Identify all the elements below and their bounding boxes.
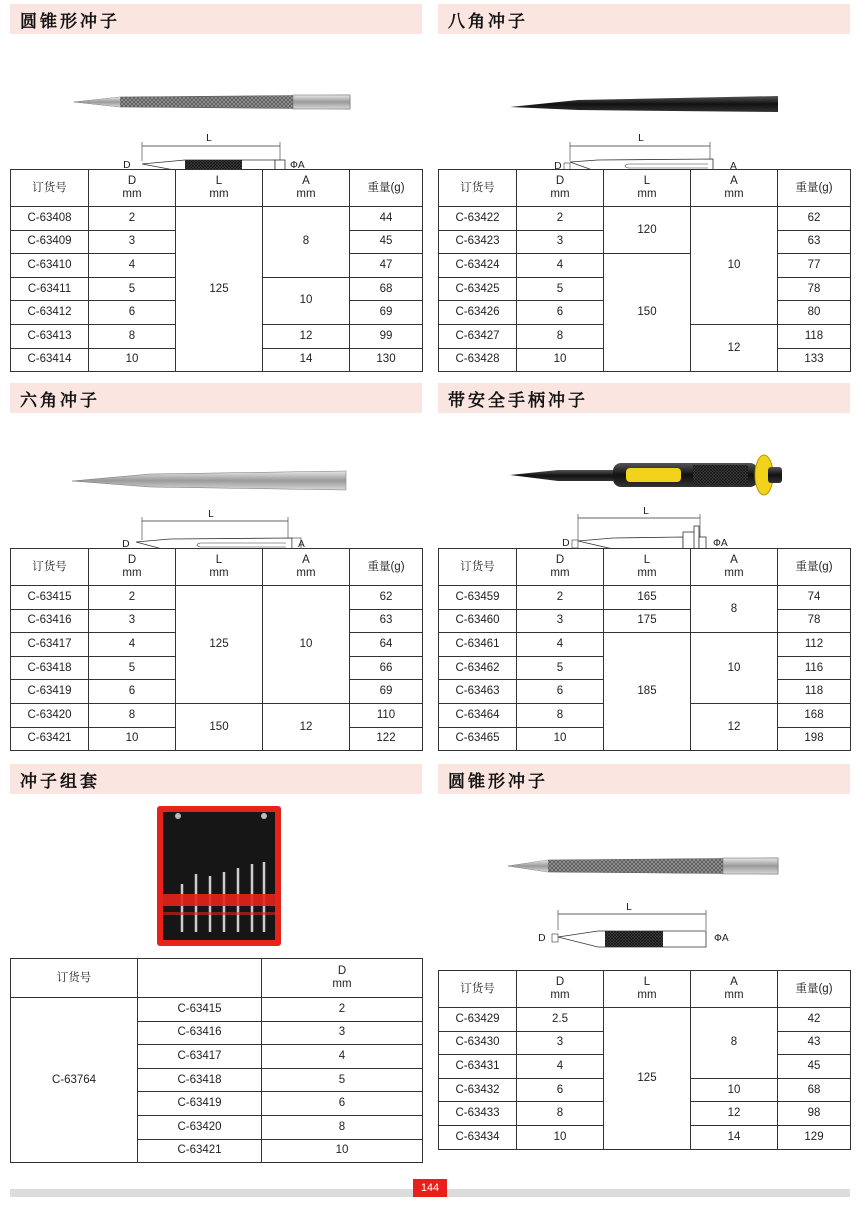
table-cell: 6: [517, 680, 604, 704]
header-weight: 重量(g): [350, 170, 423, 207]
header-order-no: 订货号: [439, 170, 517, 207]
dim-l-label: L: [208, 509, 214, 520]
table-cell: C-63432: [439, 1078, 517, 1102]
header-order-no: 订货号: [439, 971, 517, 1008]
punch-set-case-photo: [10, 794, 422, 958]
table-cell: 45: [350, 230, 423, 254]
table-cell: 5: [89, 277, 176, 301]
table-cell: C-63417: [138, 1045, 262, 1069]
panel-title: 圆锥形冲子: [10, 4, 422, 34]
table-cell: 14: [263, 348, 350, 372]
table-cell: C-63424: [439, 254, 517, 278]
octagonal-punch-photo: [438, 34, 850, 169]
header-d: D mm: [517, 549, 604, 586]
table-cell: 99: [350, 324, 423, 348]
table-cell: 10: [263, 277, 350, 324]
table-cell: C-63415: [11, 586, 89, 610]
table-cell: C-63431: [439, 1055, 517, 1079]
header-a: A mm: [691, 971, 778, 1008]
table-cell: 3: [517, 609, 604, 633]
table-cell: 10: [263, 586, 350, 704]
table-cell: 8: [691, 1008, 778, 1079]
table-cell: C-63430: [439, 1031, 517, 1055]
table-cell: 8: [517, 1102, 604, 1126]
table-cell: 5: [517, 277, 604, 301]
table-cell: 8: [263, 207, 350, 278]
header-l: L mm: [176, 170, 263, 207]
table-cell: 150: [604, 254, 691, 372]
table-cell: 80: [778, 301, 851, 325]
table-cell: C-63426: [439, 301, 517, 325]
dim-l-label: L: [626, 902, 632, 913]
table-cell: 44: [350, 207, 423, 231]
header-weight: 重量(g): [778, 170, 851, 207]
table-cell: 78: [778, 609, 851, 633]
table-cell: C-63416: [11, 609, 89, 633]
table-cell: C-63464: [439, 703, 517, 727]
table-cell: 3: [89, 230, 176, 254]
header-blank: [138, 959, 262, 998]
table-cell: 43: [778, 1031, 851, 1055]
table-cell: 62: [350, 586, 423, 610]
table-cell: 118: [778, 324, 851, 348]
table-cell: 69: [350, 301, 423, 325]
header-order-no: 订货号: [11, 549, 89, 586]
cone-punch-photo: [438, 794, 850, 970]
table-cell: C-63413: [11, 324, 89, 348]
header-weight: 重量(g): [778, 549, 851, 586]
header-order-no: 订货号: [439, 549, 517, 586]
header-a: A mm: [263, 170, 350, 207]
panel-hexagonal-punch: [10, 383, 422, 751]
dim-a-label: ΦA: [713, 538, 728, 549]
dim-d-label: D: [122, 539, 130, 550]
table-cell: 68: [350, 277, 423, 301]
table-cell: C-63460: [439, 609, 517, 633]
table-cell: 12: [263, 324, 350, 348]
table-cell: C-63410: [11, 254, 89, 278]
dim-a-label: A: [298, 539, 305, 550]
spec-table: [438, 970, 851, 1150]
table-row: [11, 703, 423, 727]
table-cell: 110: [350, 703, 423, 727]
header-d: D mm: [517, 971, 604, 1008]
table-cell: 5: [89, 656, 176, 680]
hexagonal-punch-photo: [10, 413, 422, 548]
table-cell: C-63462: [439, 656, 517, 680]
table-cell: 4: [517, 254, 604, 278]
table-cell: C-63416: [138, 1021, 262, 1045]
table-cell: 3: [517, 1031, 604, 1055]
table-cell: 14: [691, 1125, 778, 1149]
table-cell: C-63420: [138, 1115, 262, 1139]
table-row: [439, 207, 851, 231]
dim-l-label: L: [638, 133, 644, 144]
table-cell: 4: [517, 633, 604, 657]
panel-safety-handle-punch: [438, 383, 850, 751]
table-cell: C-63421: [138, 1139, 262, 1163]
table-cell: 8: [89, 324, 176, 348]
table-cell: 2: [89, 207, 176, 231]
header-d: D mm: [89, 549, 176, 586]
table-cell: C-63419: [138, 1092, 262, 1116]
table-cell: 10: [262, 1139, 423, 1163]
table-cell: 10: [517, 727, 604, 751]
table-cell: 4: [89, 633, 176, 657]
panel-title: 圆锥形冲子: [438, 764, 850, 794]
product-illustration: [438, 34, 850, 172]
set-code: C-63764: [11, 998, 138, 1163]
dim-a-label: A: [730, 161, 737, 172]
table-cell: 10: [517, 348, 604, 372]
dim-l-label: L: [643, 506, 649, 517]
table-cell: 3: [517, 230, 604, 254]
panel-title: 带安全手柄冲子: [438, 383, 850, 413]
header-l: L mm: [604, 549, 691, 586]
table-cell: 12: [691, 1102, 778, 1126]
table-cell: C-63461: [439, 633, 517, 657]
table-cell: C-63408: [11, 207, 89, 231]
table-row: [439, 609, 851, 633]
table-cell: 133: [778, 348, 851, 372]
table-cell: 185: [604, 633, 691, 751]
table-cell: 175: [604, 609, 691, 633]
table-cell: 63: [350, 609, 423, 633]
table-cell: 118: [778, 680, 851, 704]
table-cell: 165: [604, 586, 691, 610]
table-row: [11, 586, 423, 610]
table-cell: 150: [176, 703, 263, 750]
table-cell: 6: [89, 680, 176, 704]
header-order-no: 订货号: [11, 959, 138, 998]
panel-cone-punch-2: [438, 764, 850, 1150]
table-cell: 4: [262, 1045, 423, 1069]
table-cell: 62: [778, 207, 851, 231]
table-cell: 12: [691, 703, 778, 750]
table-cell: 6: [89, 301, 176, 325]
dim-d-label: D: [554, 161, 562, 172]
table-cell: 125: [604, 1008, 691, 1150]
table-cell: 120: [604, 207, 691, 254]
table-cell: 3: [89, 609, 176, 633]
table-cell: C-63418: [11, 656, 89, 680]
panel-octagonal-punch: [438, 4, 850, 372]
table-cell: C-63465: [439, 727, 517, 751]
table-cell: 8: [517, 703, 604, 727]
spec-table: [10, 548, 423, 751]
panel-title: 冲子组套: [10, 764, 422, 794]
table-cell: 69: [350, 680, 423, 704]
table-cell: 10: [691, 633, 778, 704]
table-row: [439, 254, 851, 278]
header-weight: 重量(g): [778, 971, 851, 1008]
table-cell: C-63434: [439, 1125, 517, 1149]
table-cell: 8: [691, 586, 778, 633]
dim-d-label: D: [562, 538, 570, 549]
table-cell: C-63422: [439, 207, 517, 231]
table-row: [439, 586, 851, 610]
table-cell: C-63411: [11, 277, 89, 301]
table-cell: 12: [691, 324, 778, 371]
table-cell: C-63414: [11, 348, 89, 372]
panel-title: 八角冲子: [438, 4, 850, 34]
cone-punch-photo: [10, 34, 422, 169]
table-row: [11, 998, 423, 1022]
table-cell: C-63423: [439, 230, 517, 254]
table-cell: 5: [517, 656, 604, 680]
table-cell: 122: [350, 727, 423, 751]
table-cell: C-63421: [11, 727, 89, 751]
table-cell: C-63428: [439, 348, 517, 372]
table-cell: 45: [778, 1055, 851, 1079]
table-cell: 10: [691, 1078, 778, 1102]
dim-d-label: D: [538, 933, 546, 944]
table-cell: 47: [350, 254, 423, 278]
table-cell: 12: [263, 703, 350, 750]
table-row: [439, 1008, 851, 1032]
table-cell: 98: [778, 1102, 851, 1126]
table-cell: 130: [350, 348, 423, 372]
panel-punch-set: [10, 764, 422, 1163]
table-cell: 125: [176, 207, 263, 372]
table-cell: C-63409: [11, 230, 89, 254]
spec-table: [10, 169, 423, 372]
table-cell: 2: [262, 998, 423, 1022]
table-cell: 4: [517, 1055, 604, 1079]
table-cell: C-63419: [11, 680, 89, 704]
table-cell: C-63412: [11, 301, 89, 325]
spec-table: [438, 548, 851, 751]
table-cell: 4: [89, 254, 176, 278]
header-a: A mm: [691, 170, 778, 207]
safety-handle-punch-photo: [438, 413, 850, 548]
table-cell: 77: [778, 254, 851, 278]
dim-l-label: L: [206, 133, 212, 144]
header-l: L mm: [604, 971, 691, 1008]
table-cell: 8: [89, 703, 176, 727]
table-cell: 78: [778, 277, 851, 301]
table-cell: 116: [778, 656, 851, 680]
table-cell: 63: [778, 230, 851, 254]
product-illustration: [438, 413, 850, 548]
table-cell: 42: [778, 1008, 851, 1032]
table-cell: C-63429: [439, 1008, 517, 1032]
table-cell: 5: [262, 1068, 423, 1092]
spec-table: [438, 169, 851, 372]
table-cell: 6: [517, 1078, 604, 1102]
product-illustration: [10, 34, 422, 169]
table-cell: 2: [517, 207, 604, 231]
table-cell: C-63417: [11, 633, 89, 657]
table-cell: 6: [262, 1092, 423, 1116]
table-cell: 68: [778, 1078, 851, 1102]
table-row: [439, 633, 851, 657]
table-cell: 2: [89, 586, 176, 610]
panel-title: 六角冲子: [10, 383, 422, 413]
table-cell: 129: [778, 1125, 851, 1149]
table-cell: 66: [350, 656, 423, 680]
table-cell: C-63433: [439, 1102, 517, 1126]
panel-cone-punch-1: [10, 4, 422, 372]
table-cell: 2: [517, 586, 604, 610]
product-illustration: [438, 794, 850, 970]
table-cell: 6: [517, 301, 604, 325]
table-cell: 3: [262, 1021, 423, 1045]
table-cell: C-63420: [11, 703, 89, 727]
table-cell: C-63418: [138, 1068, 262, 1092]
table-cell: 168: [778, 703, 851, 727]
header-d: D mm: [89, 170, 176, 207]
product-illustration: [10, 794, 422, 958]
header-d: D mm: [517, 170, 604, 207]
table-cell: 10: [89, 727, 176, 751]
header-order-no: 订货号: [11, 170, 89, 207]
table-row: [11, 207, 423, 231]
set-table: [10, 958, 423, 1163]
table-cell: C-63463: [439, 680, 517, 704]
table-cell: C-63415: [138, 998, 262, 1022]
header-a: A mm: [691, 549, 778, 586]
dim-d-label: D: [123, 160, 131, 171]
table-cell: 112: [778, 633, 851, 657]
dim-a-label: ΦA: [290, 160, 305, 171]
table-cell: 125: [176, 586, 263, 704]
header-l: L mm: [604, 170, 691, 207]
table-cell: 10: [89, 348, 176, 372]
header-l: L mm: [176, 549, 263, 586]
table-cell: 74: [778, 586, 851, 610]
table-cell: 8: [517, 324, 604, 348]
table-cell: C-63425: [439, 277, 517, 301]
page-number: 144: [413, 1179, 447, 1197]
table-cell: 8: [262, 1115, 423, 1139]
dim-a-label: ΦA: [714, 933, 729, 944]
header-weight: 重量(g): [350, 549, 423, 586]
table-cell: 64: [350, 633, 423, 657]
table-cell: 10: [517, 1125, 604, 1149]
header-d: D mm: [262, 959, 423, 998]
table-cell: C-63427: [439, 324, 517, 348]
product-illustration: [10, 413, 422, 548]
table-cell: C-63459: [439, 586, 517, 610]
header-a: A mm: [263, 549, 350, 586]
table-cell: 10: [691, 207, 778, 325]
table-cell: 198: [778, 727, 851, 751]
table-cell: 2.5: [517, 1008, 604, 1032]
